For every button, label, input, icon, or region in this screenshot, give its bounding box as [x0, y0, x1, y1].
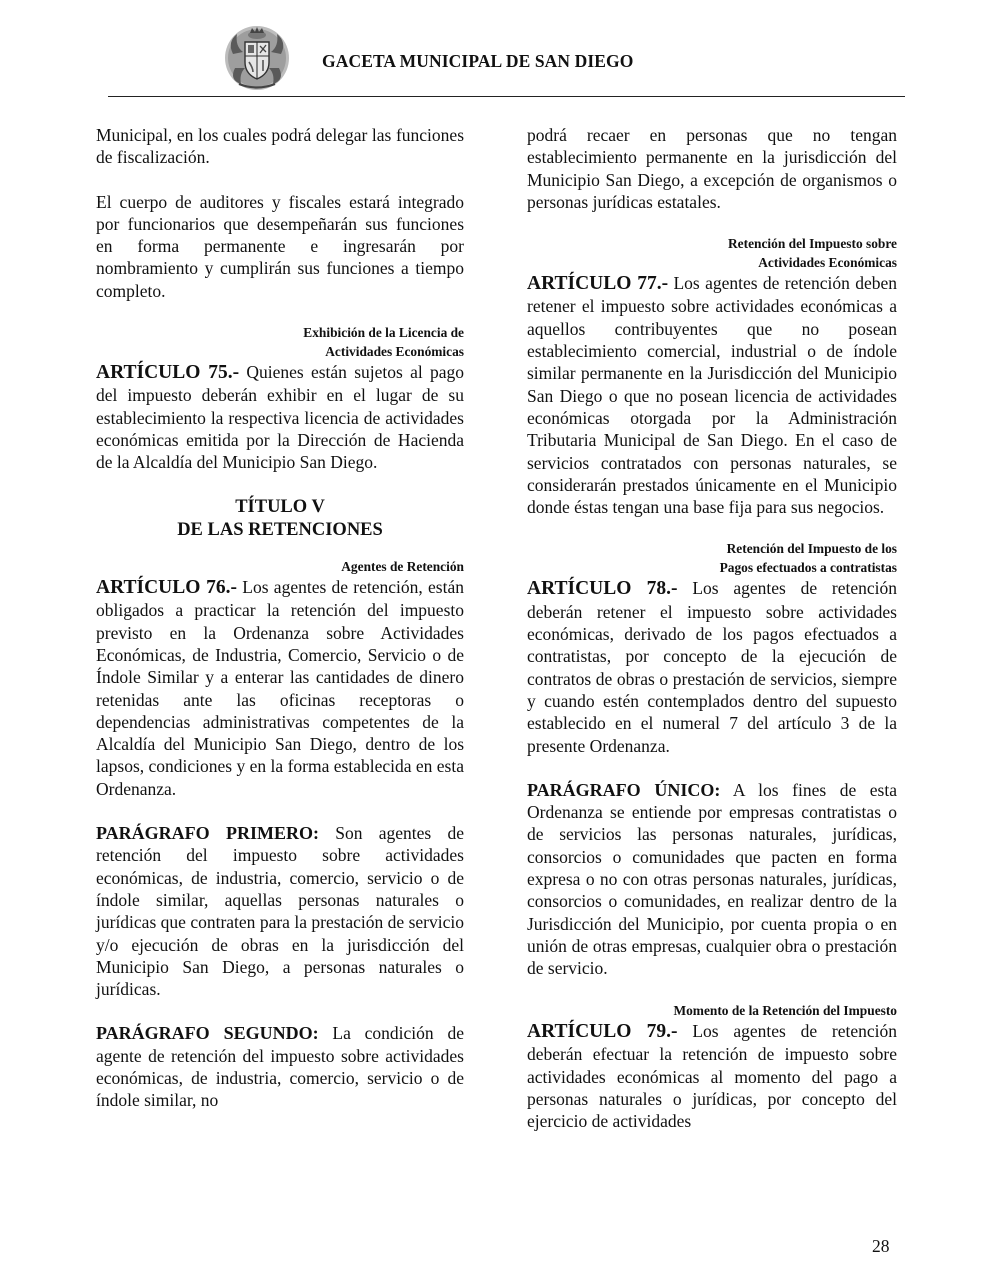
- page-header: [108, 20, 905, 98]
- paragraph-auditors: El cuerpo de auditores y fiscales estará integrado por funcionarios que desempeñarán sus funciones en forma permanente e ingresarán por nombramiento y cumplirán sus funciones a tiempo completo.: [96, 191, 464, 301]
- article-75-heading-line-1: Exhibición de la Licencia de: [303, 325, 464, 341]
- article-77-text: Los agentes de retención deben retener el impuesto sobre actividades económicas a aquellos contribuyentes que no posean establecimiento comercial, industrial o de índole similar permanente en la Jurisdicción del Municipio San Diego o que no posean licencia de actividades económicas otorgada por la Administración Tributaria Municipal de San Diego. En el caso de servicios contratados con personas naturales, se considerarán prestados únicamente en el Municipio donde éstas tengan una base fija para sus negocios.: [527, 273, 898, 518]
- title-v-number: TÍTULO V: [235, 496, 325, 517]
- article-75-text: Quienes están sujetos al pago del impuesto deberán exhibir en el lugar de su establecimiento la respectiva licencia de actividades económicas emitida por la Dirección de Hacienda de la Alcaldía del Municipio San Diego.: [96, 362, 465, 473]
- header-divider: [108, 96, 905, 97]
- title-v-name: DE LAS RETENCIONES: [177, 519, 383, 540]
- paragrafo-segundo-text: La condición de agente de retención del impuesto sobre actividades económicas, de industria, comercio, servicio o de índole similar, no: [96, 1023, 464, 1111]
- article-75-heading-line-2: Actividades Económicas: [325, 343, 464, 359]
- article-78-heading-line-2: Pagos efectuados a contratistas: [719, 559, 897, 575]
- page-number: 28: [872, 1236, 890, 1256]
- gazette-title: GACETA MUNICIPAL DE SAN DIEGO: [322, 51, 634, 71]
- title-v-heading: [96, 496, 464, 542]
- article-78: [527, 577, 897, 756]
- article-76-heading: Agentes de Retención: [341, 558, 464, 574]
- paragrafo-primero-label: PARÁGRAFO PRIMERO:: [96, 823, 320, 844]
- article-79-heading: Momento de la Retención del Impuesto: [673, 1002, 897, 1018]
- article-78-heading-line-1: Retención del Impuesto de los: [726, 541, 897, 557]
- paragrafo-segundo-label: PARÁGRAFO SEGUNDO:: [96, 1023, 319, 1044]
- article-79: [527, 1020, 897, 1132]
- paragraph-continuation-right: podrá recaer en personas que no tengan establecimiento permanente en la jurisdicción del Municipio San Diego, a excepción de organismos o personas jurídicas estatales.: [527, 125, 897, 212]
- paragrafo-primero: [96, 822, 464, 1000]
- right-column: [527, 124, 897, 1132]
- article-76: [96, 576, 464, 800]
- paragrafo-primero-text: Son agentes de retención del impuesto sobre actividades económicas, de industria, comercio, servicio o de índole similar, aquellas personas naturales o jurídicas que contraten para la prestación de servicio y/o ejecución de obras en la jurisdicción del Municipio San Diego, a personas naturales o jurídicas.: [96, 823, 464, 1000]
- municipal-coat-of-arms-icon: [223, 24, 291, 92]
- article-77-label: ARTÍCULO 77.-: [527, 273, 669, 295]
- article-77-heading: [527, 235, 897, 272]
- article-77-heading-line-2: Actividades Económicas: [758, 254, 897, 270]
- paragrafo-unico: [527, 779, 897, 980]
- paragrafo-unico-label: PARÁGRAFO ÚNICO:: [527, 779, 721, 800]
- article-78-heading: [527, 540, 897, 577]
- paragrafo-unico-text: A los fines de esta Ordenanza se entiende por empresas contratistas o de servicios las personas naturales, jurídicas, consorcios o comunidades que pacten en forma expresa o no con otras personas naturales, jurídicas, consorcios o comunidades, en realizar dentro de la Jurisdicción del Municipio, por cuenta propia o en unión de otras empresas, cualquier obra o prestación de servicio.: [527, 779, 898, 979]
- article-79-text: Los agentes de retención deberán efectuar la retención de impuesto sobre actividades económicas al momento del pago a personas naturales o jurídicas, por concepto del ejercicio de actividades: [527, 1021, 897, 1132]
- article-76-label: ARTÍCULO 76.-: [96, 577, 238, 599]
- paragrafo-segundo: [96, 1022, 464, 1111]
- article-75: [96, 361, 464, 473]
- article-75-heading: [96, 324, 464, 361]
- article-76-text: Los agentes de retención, están obligados a practicar la retención del impuesto previsto en la Ordenanza sobre Actividades Económicas, de Industria, Comercio, Servicio o de Índole Similar y a enterar las cantidades de dinero retenidas ante las oficinas receptoras o dependencias administrativas competentes de la Alcaldía del Municipio San Diego, dentro de los lapsos, condiciones y en la forma establecida en esta Ordenanza.: [96, 577, 465, 799]
- article-78-text: Los agentes de retención deberán retener el impuesto sobre actividades económicas, derivado de los pagos efectuados a contratistas, por concepto de la ejecución de contratos de obras o prestación de servicios, siempre y cuando estén contemplados dentro del supuesto establecido en el numeral 7 del artículo 3 de la presente Ordenanza.: [527, 578, 897, 756]
- article-75-label: ARTÍCULO 75.-: [96, 362, 240, 384]
- left-column: [96, 124, 464, 1112]
- article-77-heading-line-1: Retención del Impuesto sobre: [728, 236, 897, 252]
- article-77: [527, 272, 897, 518]
- article-78-label: ARTÍCULO 78.-: [527, 578, 678, 600]
- article-79-label: ARTÍCULO 79.-: [527, 1021, 678, 1042]
- paragraph-continuation: Municipal, en los cuales podrá delegar las funciones de fiscalización.: [96, 125, 464, 168]
